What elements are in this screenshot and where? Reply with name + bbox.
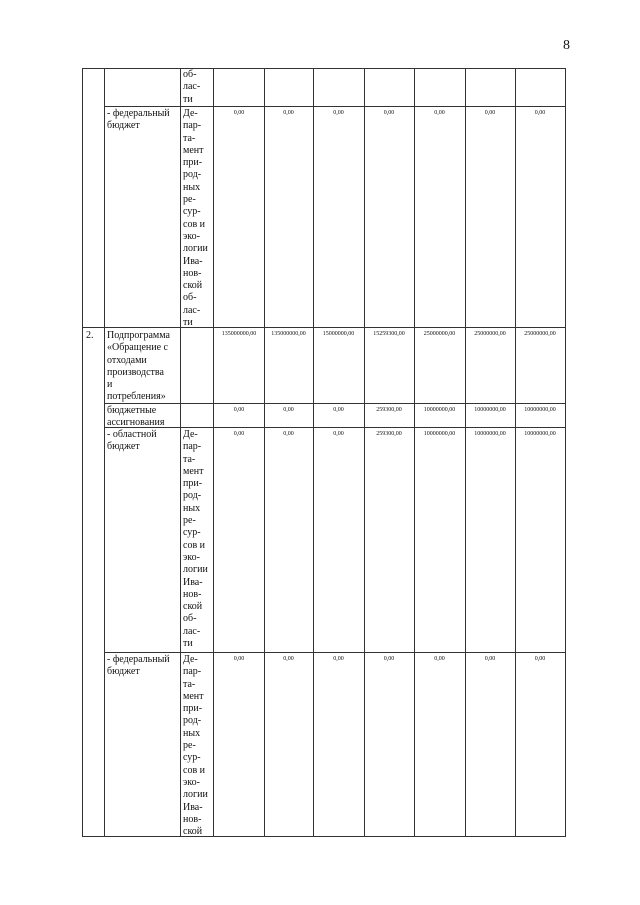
department-text: пар-: [183, 120, 202, 132]
column-rule: [180, 68, 181, 836]
column-rule: [104, 68, 105, 836]
department-text: род-: [183, 490, 202, 502]
department-text: нов-: [183, 813, 202, 825]
department-text: при-: [183, 478, 203, 490]
row-name-line: бюджет: [107, 120, 140, 132]
value-cell: 0,00: [233, 431, 245, 437]
value-cell: 0,00: [383, 656, 395, 662]
department-text: ре-: [183, 515, 196, 527]
row-name-line: производства: [107, 366, 164, 378]
row-number: 2.: [86, 330, 94, 341]
row-name-line: «Обращение с: [107, 342, 168, 354]
department-text: Ива-: [183, 255, 203, 267]
row-name-line: отходами: [107, 354, 147, 366]
row-name-line: бюджет: [107, 441, 140, 453]
value-cell: 25000000,00: [423, 331, 456, 337]
department-text: об-: [183, 69, 197, 80]
value-cell: 0,00: [233, 656, 245, 662]
column-rule: [364, 68, 365, 836]
value-cell: 0,00: [333, 431, 344, 437]
value-cell: 0,00: [283, 431, 294, 437]
row-name-line: - федеральный: [107, 654, 170, 665]
department-text: ской: [183, 601, 203, 613]
department-text: ти: [183, 93, 193, 105]
department-text: логии: [183, 789, 208, 801]
department-text: ской: [183, 826, 203, 838]
value-cell: 0,00: [333, 110, 344, 116]
row-rule: [104, 427, 566, 428]
department-cell: [183, 108, 213, 329]
row-name: [107, 405, 164, 430]
department-text: эко-: [183, 776, 200, 788]
department-text: об-: [183, 292, 197, 304]
department-text: логии: [183, 243, 208, 255]
department-text: сур-: [183, 527, 201, 539]
department-text: та-: [183, 678, 196, 690]
department-text: ти: [183, 317, 193, 329]
column-rule: [565, 68, 566, 836]
column-rule: [213, 68, 214, 836]
value-cell: 25000000,00: [474, 331, 506, 337]
department-text: род-: [183, 715, 202, 727]
department-text: логии: [183, 564, 208, 576]
department-text: ных: [183, 502, 201, 514]
value-cell: 0,00: [283, 656, 294, 662]
department-text: сов и: [183, 218, 206, 230]
value-cell: 0,00: [233, 110, 245, 116]
row-rule: [82, 327, 566, 328]
value-cell: 0,00: [233, 407, 245, 413]
department-text: род-: [183, 169, 202, 181]
department-text: при-: [183, 703, 203, 715]
row-name-line: бюджет: [107, 666, 140, 678]
value-cell: 0,00: [283, 110, 294, 116]
department-text: лас-: [183, 304, 201, 316]
column-rule: [264, 68, 265, 836]
row-rule: [104, 403, 566, 404]
department-text: об-: [183, 613, 197, 625]
department-text: Ива-: [183, 576, 203, 588]
value-cell: 135000000,00: [221, 331, 257, 337]
value-cell: 0,00: [484, 656, 496, 662]
value-cell: 10000000,00: [474, 431, 506, 437]
department-text: Де-: [183, 429, 198, 440]
value-cell: 15259300,00: [373, 331, 405, 337]
department-text: лас-: [183, 625, 201, 637]
row-name: [107, 108, 170, 133]
column-rule: [82, 68, 83, 836]
department-text: эко-: [183, 551, 200, 563]
row-rule: [104, 106, 566, 107]
row-rule: [82, 68, 566, 69]
page-number: 8: [563, 38, 570, 53]
department-text: сов и: [183, 539, 206, 551]
department-text: пар-: [183, 666, 202, 678]
row-rule: [104, 652, 566, 653]
department-text: эко-: [183, 230, 200, 242]
value-cell: 10000000,00: [423, 407, 456, 413]
department-cell: [183, 654, 213, 838]
row-name-line: бюджетные: [107, 405, 157, 416]
value-cell: 10000000,00: [474, 407, 506, 413]
department-text: лас-: [183, 81, 201, 93]
department-text: та-: [183, 453, 196, 465]
row-name-line: - федеральный: [107, 108, 170, 119]
department-text: сов и: [183, 764, 206, 776]
row-rule: [82, 836, 566, 837]
value-cell: 25000000,00: [524, 331, 556, 337]
row-name-line: и: [107, 379, 113, 391]
department-text: ской: [183, 280, 203, 292]
value-cell: 0,00: [333, 407, 344, 413]
column-rule: [414, 68, 415, 836]
value-cell: 0,00: [434, 110, 445, 116]
row-name: [107, 654, 170, 679]
department-text: ных: [183, 181, 201, 193]
value-cell: 135000000,00: [271, 331, 306, 337]
column-rule: [465, 68, 466, 836]
value-cell: 10000000,00: [524, 431, 556, 437]
department-text: ре-: [183, 194, 196, 206]
value-cell: 0,00: [383, 110, 395, 116]
department-text: сур-: [183, 752, 201, 764]
value-cell: 15000000,00: [322, 331, 355, 337]
value-cell: 10000000,00: [423, 431, 456, 437]
department-text: нов-: [183, 267, 202, 279]
row-name-line: - областной: [107, 429, 157, 440]
column-rule: [313, 68, 314, 836]
value-cell: 0,00: [534, 656, 546, 662]
value-cell: 10000000,00: [524, 407, 556, 413]
row-name: [107, 330, 170, 404]
value-cell: 0,00: [534, 110, 546, 116]
department-text: Де-: [183, 654, 198, 665]
department-text: ных: [183, 727, 201, 739]
department-text: нов-: [183, 588, 202, 600]
row-name-line: потребления»: [107, 391, 166, 403]
value-cell: 259300,00: [376, 431, 402, 437]
value-cell: 0,00: [484, 110, 496, 116]
row-name-line: ассигнования: [107, 417, 165, 429]
department-text: Де-: [183, 108, 198, 119]
department-text: ти: [183, 638, 193, 650]
value-cell: 0,00: [434, 656, 445, 662]
department-text: та-: [183, 132, 196, 144]
department-text: сур-: [183, 206, 201, 218]
value-cell: 0,00: [333, 656, 344, 662]
department-text: мент: [183, 465, 204, 477]
department-text: мент: [183, 144, 204, 156]
row-name: [107, 429, 157, 454]
department-text: Ива-: [183, 801, 203, 813]
department-text: при-: [183, 157, 203, 169]
department-text: ре-: [183, 740, 196, 752]
value-cell: 0,00: [283, 407, 294, 413]
column-rule: [515, 68, 516, 836]
department-cell: [183, 69, 213, 106]
row-name-line: Подпрограмма: [107, 330, 170, 341]
department-text: пар-: [183, 441, 202, 453]
department-cell: [183, 429, 213, 650]
department-text: мент: [183, 690, 204, 702]
value-cell: 259300,00: [376, 407, 402, 413]
